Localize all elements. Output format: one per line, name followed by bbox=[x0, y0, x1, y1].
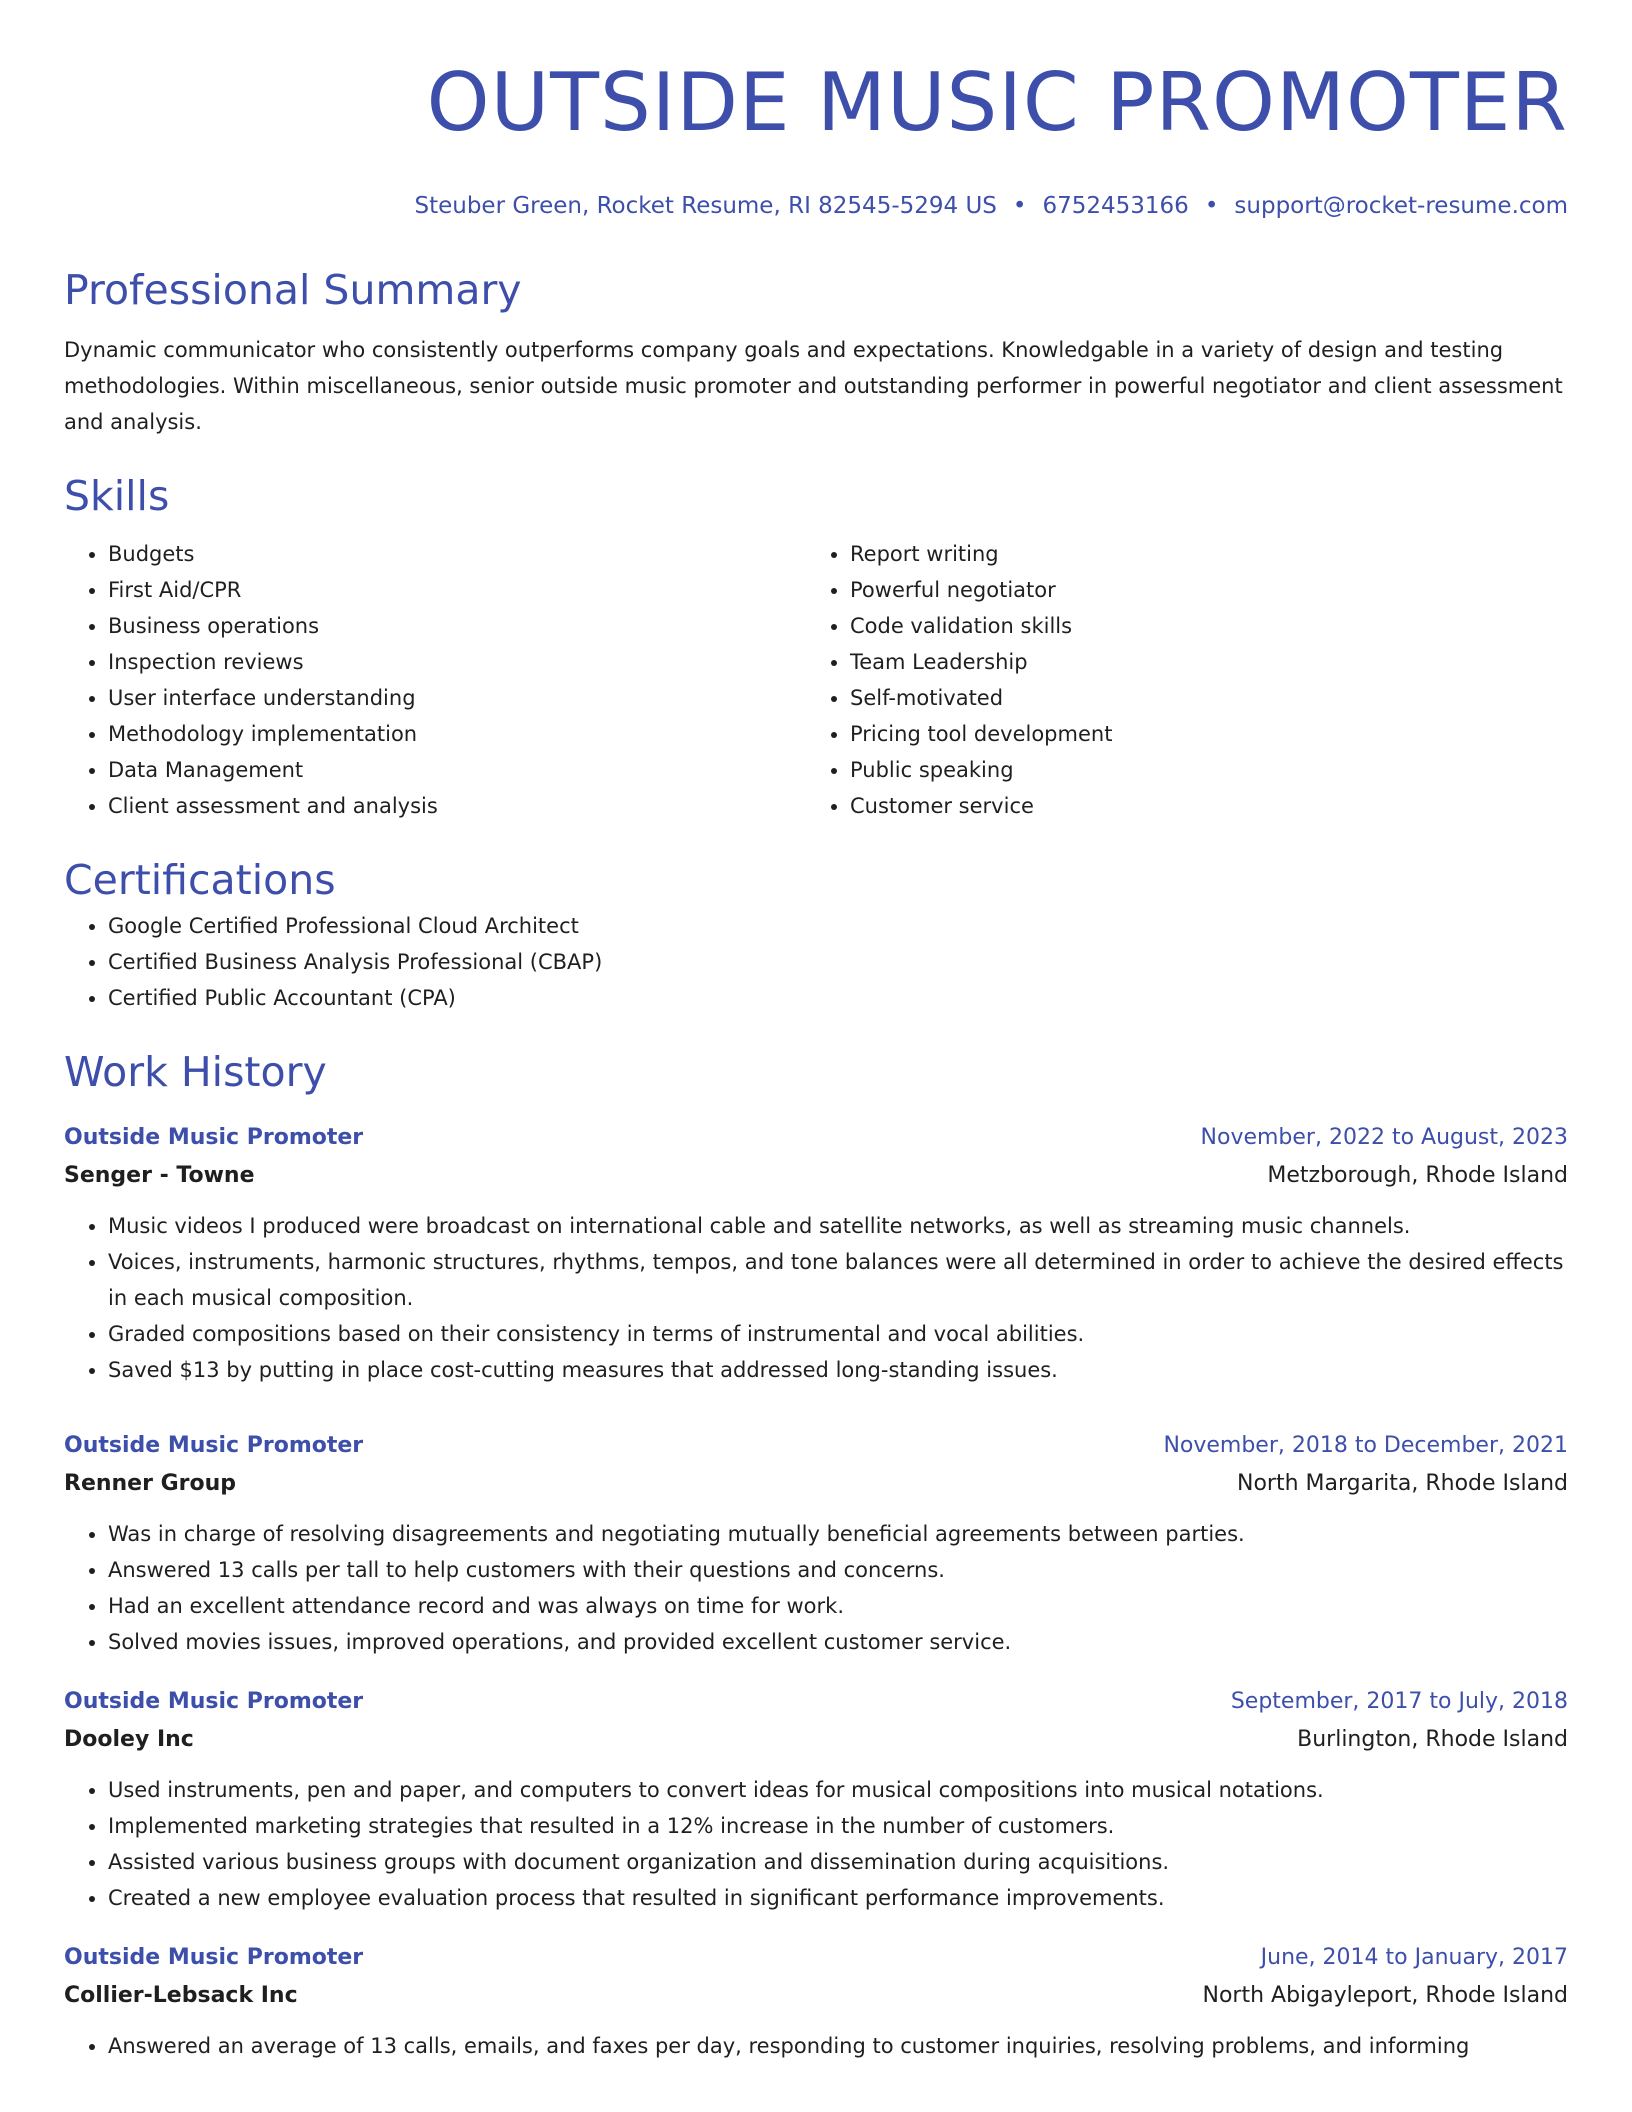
skill-item: • Powerful negotiator bbox=[850, 572, 1548, 608]
certifications-list bbox=[64, 908, 1568, 1016]
job-dates: November, 2018 to December, 2021 bbox=[1163, 1433, 1568, 1458]
job-title-row bbox=[64, 1684, 1568, 1720]
skill-item: • Code validation skills bbox=[850, 608, 1548, 644]
work-history-heading: Work History bbox=[64, 1048, 327, 1096]
job-bullet: • Was in charge of resolving disagreements and negotiating mutually beneficial agreements between parties. bbox=[108, 1516, 1568, 1552]
skill-item: • Client assessment and analysis bbox=[108, 788, 806, 824]
skills-heading: Skills bbox=[64, 472, 170, 520]
skill-item: • Data Management bbox=[108, 752, 806, 788]
job-company-row bbox=[64, 1156, 1568, 1196]
job-title-row bbox=[64, 1940, 1568, 1976]
job-location: Burlington, Rhode Island bbox=[1297, 1727, 1568, 1752]
job-entry bbox=[64, 1684, 1568, 1916]
job-dates: September, 2017 to July, 2018 bbox=[1230, 1689, 1568, 1714]
contact-email[interactable]: support@rocket-resume.com bbox=[1234, 193, 1568, 219]
skill-item: • Inspection reviews bbox=[108, 644, 806, 680]
job-title: Outside Music Promoter bbox=[64, 1945, 364, 1970]
job-dates: November, 2022 to August, 2023 bbox=[1200, 1125, 1568, 1150]
skill-item: • Budgets bbox=[108, 536, 806, 572]
job-bullet: • Graded compositions based on their consistency in terms of instrumental and vocal abilities. bbox=[108, 1316, 1568, 1352]
job-bullet: • Used instruments, pen and paper, and computers to convert ideas for musical compositions into musical notations. bbox=[108, 1772, 1568, 1808]
job-bullets bbox=[64, 1772, 1568, 1916]
job-location: Metzborough, Rhode Island bbox=[1267, 1163, 1568, 1188]
contact-phone: 6752453166 bbox=[1042, 193, 1189, 219]
job-entry bbox=[64, 1120, 1568, 1388]
skill-item: • User interface understanding bbox=[108, 680, 806, 716]
job-title-row bbox=[64, 1120, 1568, 1156]
job-company-row bbox=[64, 1464, 1568, 1504]
job-location: North Margarita, Rhode Island bbox=[1237, 1471, 1568, 1496]
work-history-list bbox=[64, 1120, 1568, 2064]
certification-item: • Certified Business Analysis Professional (CBAP) bbox=[108, 944, 1568, 980]
skills-list-left bbox=[64, 536, 806, 824]
job-bullet: • Music videos I produced were broadcast on international cable and satellite networks, as well as streaming music channels. bbox=[108, 1208, 1568, 1244]
job-bullet: • Voices, instruments, harmonic structures, rhythms, tempos, and tone balances were all determined in order to achieve the desired effects in each musical composition. bbox=[108, 1244, 1568, 1316]
skills-column-left bbox=[64, 536, 806, 824]
job-bullets bbox=[64, 1516, 1568, 1660]
resume-name: OUTSIDE MUSIC PROMOTER bbox=[426, 56, 1568, 149]
job-bullet: • Implemented marketing strategies that resulted in a 12% increase in the number of customers. bbox=[108, 1808, 1568, 1844]
job-company: Dooley Inc bbox=[64, 1727, 194, 1752]
job-location: North Abigayleport, Rhode Island bbox=[1202, 1983, 1568, 2008]
job-bullets bbox=[64, 1208, 1568, 1388]
job-dates: June, 2014 to January, 2017 bbox=[1260, 1945, 1568, 1970]
skill-item: • Methodology implementation bbox=[108, 716, 806, 752]
job-title: Outside Music Promoter bbox=[64, 1433, 364, 1458]
certification-item: • Google Certified Professional Cloud Architect bbox=[108, 908, 1568, 944]
skill-item: • Business operations bbox=[108, 608, 806, 644]
summary-text: Dynamic communicator who consistently outperforms company goals and expectations. Knowledgable in a variety of design and testing methodologies. Within miscellaneous, senior outside music promoter and outstanding performer in powerful negotiator and client assessment and analysis. bbox=[64, 338, 1563, 434]
skill-item: • Team Leadership bbox=[850, 644, 1548, 680]
summary-heading: Professional Summary bbox=[64, 266, 522, 314]
job-bullet: • Answered 13 calls per tall to help customers with their questions and concerns. bbox=[108, 1552, 1568, 1588]
job-bullet: • Saved $13 by putting in place cost-cutting measures that addressed long-standing issues. bbox=[108, 1352, 1568, 1388]
certification-item: • Certified Public Accountant (CPA) bbox=[108, 980, 1568, 1016]
contact-separator: • bbox=[1204, 193, 1219, 219]
job-title: Outside Music Promoter bbox=[64, 1125, 364, 1150]
certifications-heading: Certifications bbox=[64, 856, 336, 904]
job-company-row bbox=[64, 1720, 1568, 1760]
skill-item: • Report writing bbox=[850, 536, 1548, 572]
skills-grid bbox=[64, 536, 1568, 824]
contact-separator: • bbox=[1012, 193, 1027, 219]
skill-item: • Customer service bbox=[850, 788, 1548, 824]
job-title: Outside Music Promoter bbox=[64, 1689, 364, 1714]
job-title-row bbox=[64, 1428, 1568, 1464]
job-bullet: • Solved movies issues, improved operations, and provided excellent customer service. bbox=[108, 1624, 1568, 1660]
job-bullet: • Answered an average of 13 calls, emails, and faxes per day, responding to customer inquiries, resolving problems, and informing bbox=[108, 2028, 1568, 2064]
skill-item: • Pricing tool development bbox=[850, 716, 1548, 752]
contact-line bbox=[64, 190, 1568, 222]
skills-column-right bbox=[806, 536, 1548, 824]
contact-address: Steuber Green, Rocket Resume, RI 82545-5294 US bbox=[414, 193, 997, 219]
job-entry bbox=[64, 1428, 1568, 1660]
job-company: Renner Group bbox=[64, 1471, 237, 1496]
job-bullets bbox=[64, 2028, 1568, 2064]
job-bullet: • Created a new employee evaluation process that resulted in significant performance improvements. bbox=[108, 1880, 1568, 1916]
skills-list-right bbox=[806, 536, 1548, 824]
job-company: Senger - Towne bbox=[64, 1163, 255, 1188]
skill-item: • Self-motivated bbox=[850, 680, 1548, 716]
job-company: Collier-Lebsack Inc bbox=[64, 1983, 298, 2008]
job-entry bbox=[64, 1940, 1568, 2064]
job-company-row bbox=[64, 1976, 1568, 2016]
skill-item: • First Aid/CPR bbox=[108, 572, 806, 608]
skill-item: • Public speaking bbox=[850, 752, 1548, 788]
job-bullet: • Assisted various business groups with document organization and dissemination during acquisitions. bbox=[108, 1844, 1568, 1880]
job-bullet: • Had an excellent attendance record and was always on time for work. bbox=[108, 1588, 1568, 1624]
